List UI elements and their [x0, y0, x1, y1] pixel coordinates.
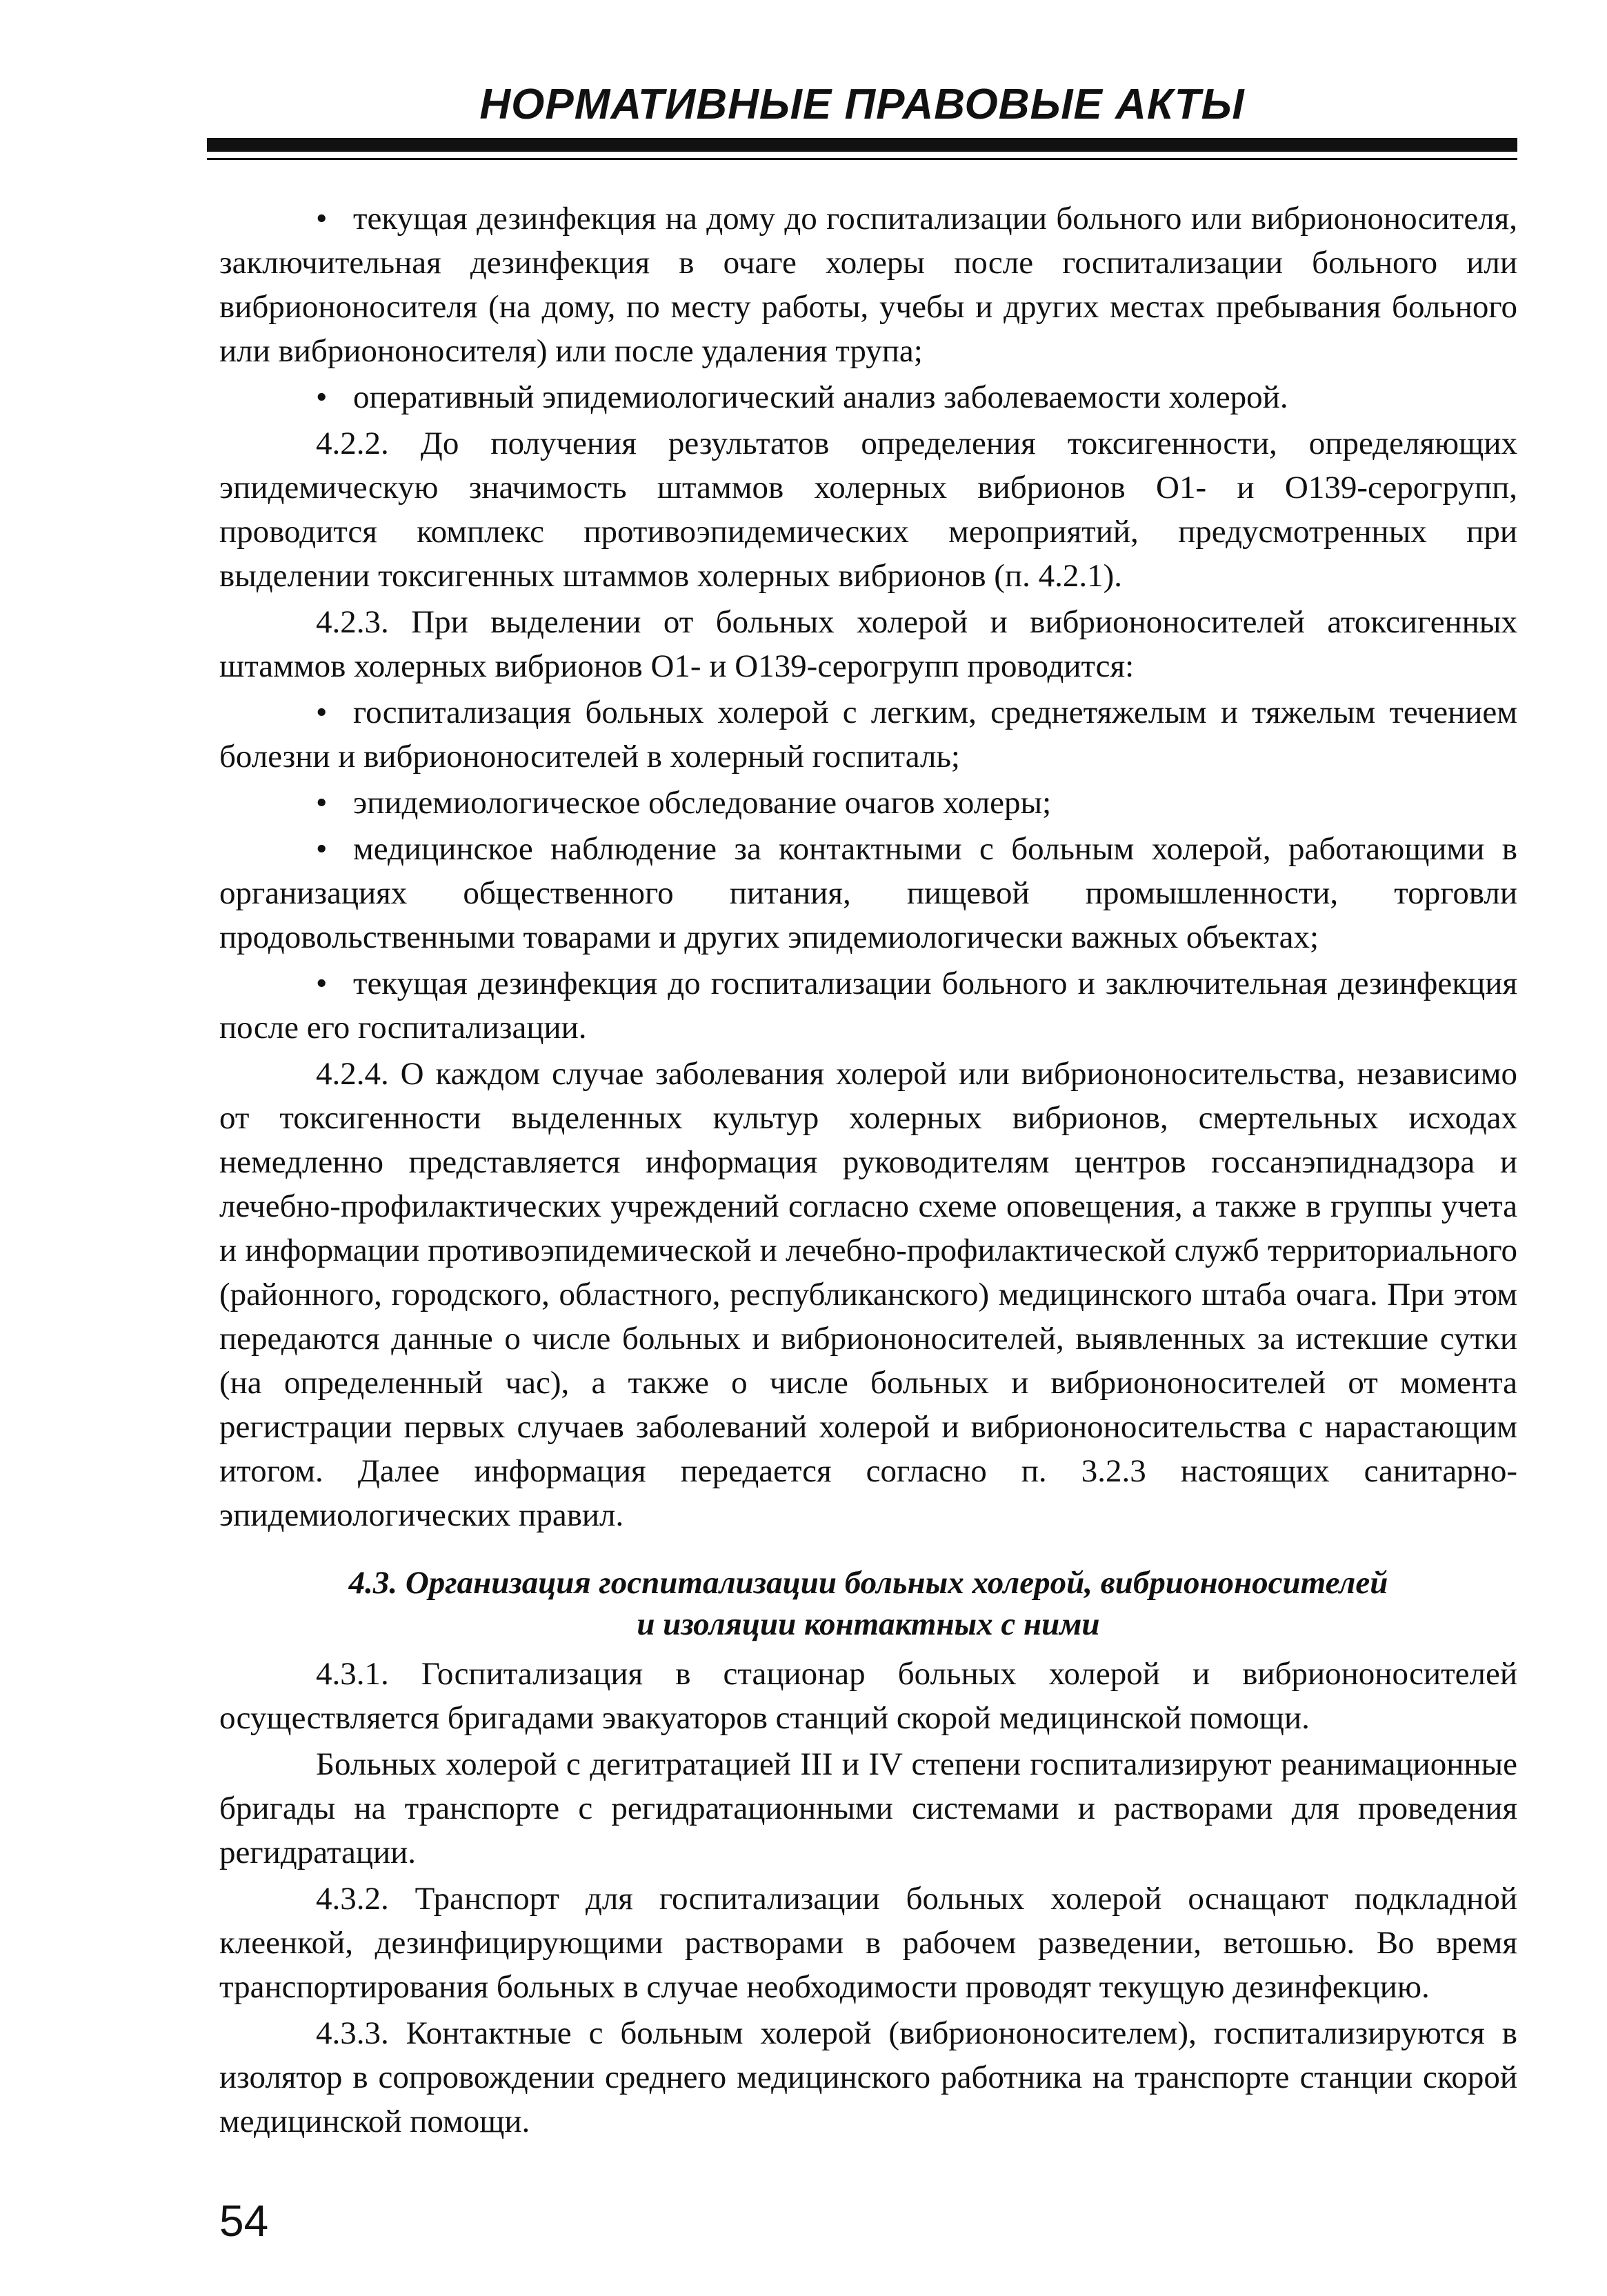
running-title: НОРМАТИВНЫЕ ПРАВОВЫЕ АКТЫ	[479, 81, 1245, 128]
bullet-text: текущая дезинфекция на дому до госпитализации больного или вибриононосителя, заключительная дезинфекция в очаге холеры после госпитализации больного или вибриононосителя (на дому, по месту работы, учебы и других местах пребывания больного или вибриононосителя) или после удаления трупа;	[219, 201, 1517, 369]
bullet-item	[219, 197, 1517, 373]
paragraph-4-3-2: 4.3.2. Транспорт для госпитализации больных холерой оснащают подкладной клеенкой, дезинфицирующими растворами в рабочем разведении, ветошью. Во время транспортирования больных в случае необходимости проводят текущую дезинфекцию.	[219, 1881, 1517, 2005]
bullet-item	[219, 690, 1517, 779]
page-number: 54	[219, 2196, 269, 2246]
paragraph-4-2-4: 4.2.4. О каждом случае заболевания холерой или вибриононосительства, независимо от токсигенности выделенных культур холерных вибрионов, смертельных исходах немедленно представляется информация руководителям центров госсанэпиднадзора и лечебно-профилактических учреждений согласно схеме оповещения, а также в группы учета и информации противоэпидемической и лечебно-профилактической служб территориального (районного, городского, областного, республиканского) медицинского штаба очага. При этом передаются данные о числе больных и вибриононосителей, выявленных за истекшие сутки (на определенный час), а также о числе больных и вибриононосителей от момента регистрации первых случаев заболеваний холерой и вибриононосительства с нарастающим итогом. Далее информация передается согласно п. 3.2.3 настоящих санитарно-эпидемиологических правил.	[219, 1056, 1517, 1533]
paragraph-4-2-3: 4.2.3. При выделении от больных холерой и вибриононосителей атоксигенных штаммов холерных вибрионов О1- и О139-серогрупп проводится:	[219, 604, 1517, 684]
bullet-icon: •	[316, 379, 328, 415]
bullet-text: эпидемиологическое обследование очагов холеры;	[353, 785, 1052, 821]
bullet-text: текущая дезинфекция до госпитализации больного и заключительная дезинфекция после его госпитализации.	[219, 966, 1517, 1046]
section-4-3-heading	[219, 1562, 1517, 1645]
bullet-icon: •	[316, 831, 328, 867]
bullet-item	[219, 961, 1517, 1050]
bullet-text: медицинское наблюдение за контактными с больным холерой, работающими в организациях общественного питания, пищевой промышленности, торговли продовольственными товарами и других эпидемиологически важных объектах;	[219, 831, 1517, 955]
page-body	[219, 194, 1517, 2144]
bullet-item	[219, 375, 1517, 419]
bullet-icon: •	[316, 966, 328, 1001]
bullet-item	[219, 781, 1517, 825]
bullet-icon: •	[316, 785, 328, 821]
bullet-icon: •	[316, 695, 328, 730]
header-rule-thick	[207, 138, 1517, 152]
paragraph-4-3-3: 4.3.3. Контактные с больным холерой (вибриононосителем), госпитализируются в изолятор в сопровождении среднего медицинского работника на транспорте станции скорой медицинской помощи.	[219, 2015, 1517, 2139]
header-rule-thin	[207, 158, 1517, 160]
paragraph-4-2-2: 4.2.2. До получения результатов определения токсигенности, определяющих эпидемическую значимость штаммов холерных вибрионов О1- и О139-серогрупп, проводится комплекс противоэпидемических мероприятий, предусмотренных при выделении токсигенных штаммов холерных вибрионов (п. 4.2.1).	[219, 426, 1517, 594]
bullet-text: оперативный эпидемиологический анализ заболеваемости холерой.	[353, 379, 1288, 415]
bullet-item	[219, 827, 1517, 959]
bullet-icon: •	[316, 201, 328, 237]
section-4-3-heading-line-1: 4.3. Организация госпитализации больных холерой, вибриононосителей	[348, 1565, 1388, 1601]
paragraph-4-3-1: 4.3.1. Госпитализация в стационар больных холерой и вибриононосителей осуществляется бригадами эвакуаторов станций скорой медицинской помощи.	[219, 1656, 1517, 1736]
bullet-text: госпитализация больных холерой с легким, среднетяжелым и тяжелым течением болезни и вибриононосителей в холерный госпиталь;	[219, 695, 1517, 775]
paragraph-4-3-1-continued: Больных холерой с дегитратацией III и IV степени госпитализируют реанимационные бригады на транспорте с регидратационными системами и растворами для проведения регидратации.	[219, 1746, 1517, 1870]
section-4-3-heading-line-2: и изоляции контактных с ними	[637, 1606, 1100, 1642]
